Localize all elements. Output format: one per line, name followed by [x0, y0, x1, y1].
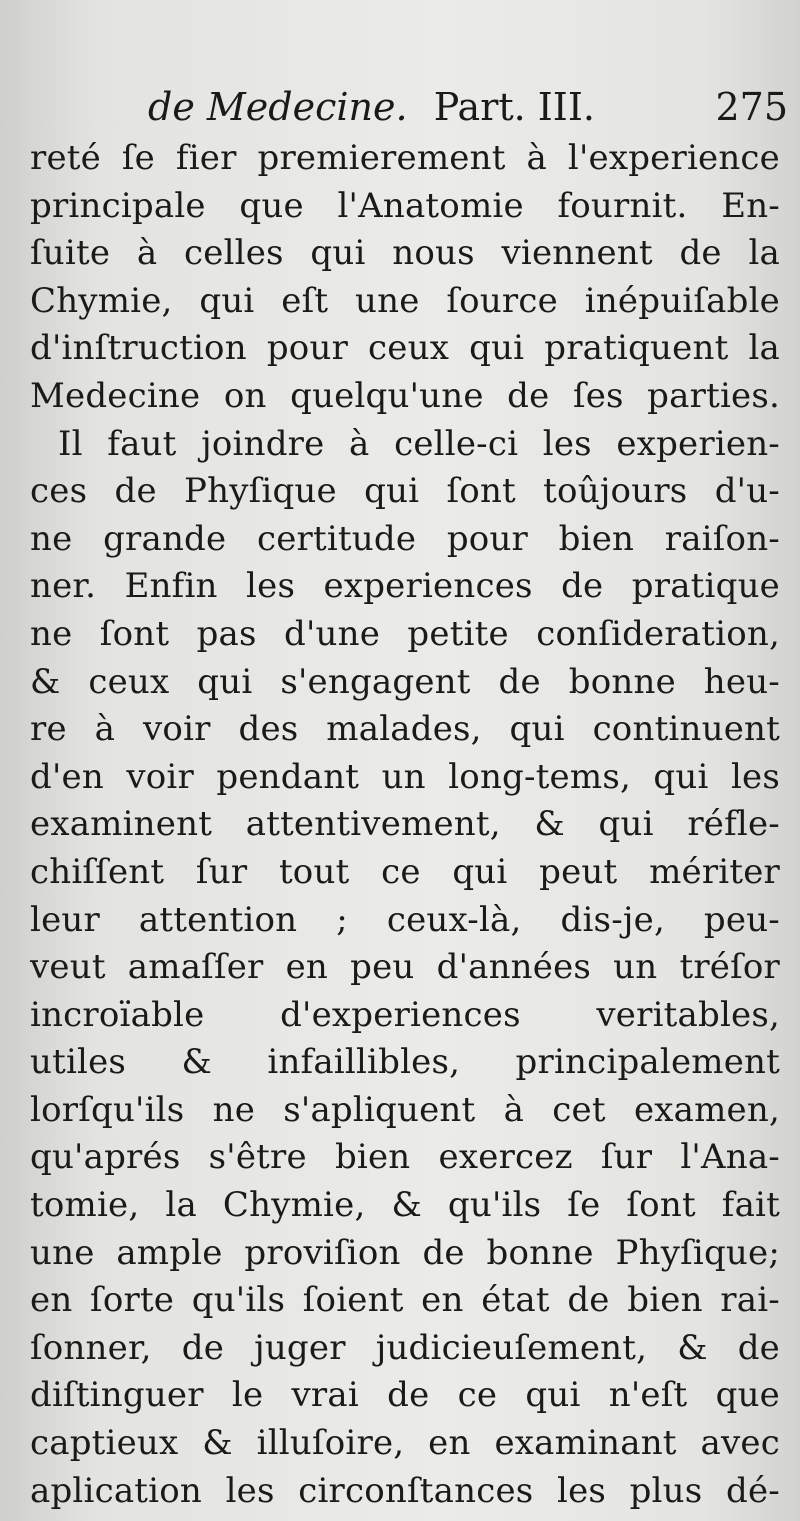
text-line: re à voir des malades, qui continuent [30, 709, 780, 750]
text-line: incroïable d'experiences veritables, [30, 994, 780, 1035]
text-line: ces de Phyſique qui ſont toûjours d'u- [30, 471, 780, 512]
text-line: Chymie, qui eſt une ſource inépuiſable [30, 280, 780, 321]
text-line: captieux & illuſoire, en examinant avec [30, 1423, 780, 1464]
text-line: ſonner, de juger judicieuſement, & de [30, 1327, 780, 1368]
text-line: ner. Enfin les experiences de pratique [30, 566, 780, 607]
text-line: chiſſent ſur tout ce qui peut mériter [30, 851, 780, 892]
text-line: leur attention ; ceux-là, dis-je, peu- [30, 899, 780, 940]
text-line: ne ſont pas d'une petite conſideration, [30, 613, 780, 654]
text-line: principale que l'Anatomie fournit. En- [30, 185, 780, 226]
text-line: ſuite à celles qui nous viennent de la [30, 233, 780, 274]
text-line: d'inſtruction pour ceux qui pratiquent la [30, 328, 780, 369]
text-line: en ſorte qu'ils ſoient en état de bien rai- [30, 1280, 780, 1321]
text-line: veut amaſſer en peu d'années un tréſor [30, 947, 780, 988]
text-line: qu'aprés s'être bien exercez ſur l'Ana- [30, 1137, 780, 1178]
text-line: reté ſe fier premierement à l'experience [30, 138, 780, 178]
text-line: d'en voir pendant un long-tems, qui les [30, 756, 780, 797]
running-header [148, 82, 788, 132]
text-line: lorſqu'ils ne s'apliquent à cet examen, [30, 1089, 780, 1130]
text-line: tomie, la Chymie, & qu'ils ſe ſont fait [30, 1185, 780, 1226]
running-title: de Medecine. [148, 85, 408, 129]
text-line: & ceux qui s'engagent de bonne heu- [30, 661, 780, 702]
page-number: 275 [715, 85, 788, 129]
text-line: utiles & infaillibles, principalement [30, 1042, 780, 1083]
text-line: diſtinguer le vrai de ce qui n'eſt que [30, 1375, 780, 1416]
text-line: une ample proviſion de bonne Phyſique; [30, 1232, 780, 1273]
part-label: Part. III. [433, 85, 595, 129]
body-text [30, 135, 780, 1515]
text-line: examinent attentivement, & qui réfle- [30, 804, 780, 845]
text-line: ne grande certitude pour bien raiſon- [30, 518, 780, 559]
text-line: Il faut joindre à celle-ci les experien- [58, 423, 780, 464]
text-line: aplication les circonſtances les plus dé- [30, 1470, 780, 1511]
text-line: Medecine on quelqu'une de ſes parties. [30, 375, 780, 416]
